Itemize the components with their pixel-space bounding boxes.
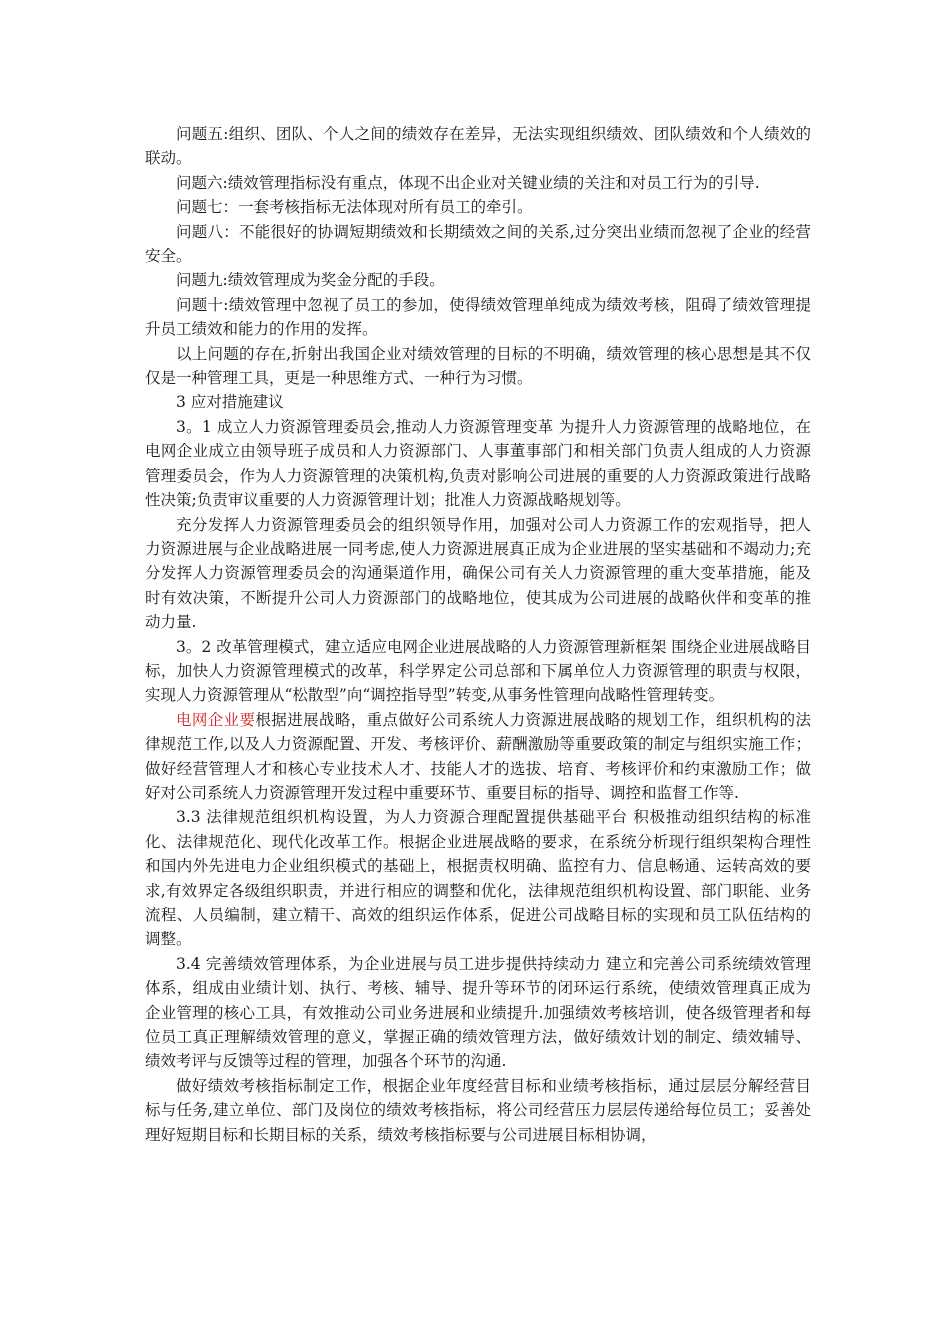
paragraph-text: 问题六:绩效管理指标没有重点，体现不出企业对关键业绩的关注和对员工行为的引导.: [176, 173, 760, 192]
heading-text: 3 应对措施建议: [176, 393, 284, 412]
paragraph-text: 问题七：一套考核指标无法体现对所有员工的牵引。: [176, 198, 533, 217]
section-heading-3: [145, 390, 811, 414]
paragraph-text: 问题五:组织、团队、个人之间的绩效存在差异，无法实现组织绩效、团队绩效和个人绩效的联动。: [145, 125, 811, 168]
paragraph-text: 问题十:绩效管理中忽视了员工的参加，使得绩效管理单纯成为绩效考核，阻碍了绩效管理提升员工绩效和能力的作用的发挥。: [145, 295, 811, 339]
paragraph-problem-5: [145, 122, 811, 171]
paragraph-text: 问题九:绩效管理成为奖金分配的手段。: [176, 271, 445, 290]
paragraph-text: 3。1 成立人力资源管理委员会,推动人力资源管理变革 为提升人力资源管理的战略地位，在电网企业成立由领导班子成员和人力资源部门、人事董事部门和相关部门负责人组成的人力资源管理委员会，作为人力资源管理的决策机构,负责对影响公司进展的重要的人力资源政策进行战略性决策;负责审议重要的人力资源管理计划；批准人力资源战略规划等。: [145, 417, 811, 510]
paragraph-problem-7: [145, 195, 811, 219]
paragraph-3-4-continued: [145, 1074, 811, 1147]
paragraph-text: 问题八：不能很好的协调短期绩效和长期绩效之间的关系,过分突出业绩而忽视了企业的经营安全。: [145, 222, 811, 266]
document-body: [145, 122, 811, 1147]
paragraph-text: 3.4 完善绩效管理体系，为企业进展与员工进步提供持续动力 建立和完善公司系统绩效管理体系，组成由业绩计划、执行、考核、辅导、提升等环节的闭环运行系统，使绩效管理真正成为企业管理的核心工具，有效推动公司业务进展和业绩提升.加强绩效考核培训，使各级管理者和每位员工真正理解绩效管理的意义，掌握正确的绩效管理方法，做好绩效计划的制定、绩效辅导、绩效考评与反馈等过程的管理，加强各个环节的沟通.: [145, 954, 811, 1071]
paragraph-text: 3。2 改革管理模式，建立适应电网企业进展战略的人力资源管理新框架 围绕企业进展战略目标，加快人力资源管理模式的改革，科学界定公司总部和下属单位人力资源管理的职责与权限，实现人力资源管理从“松散型”向“调控指导型”转变,从事务性管理向战略性管理转变。: [145, 637, 811, 705]
paragraph-problem-8: [145, 220, 811, 269]
paragraph-3-4: [145, 952, 811, 1074]
paragraph-problem-6: [145, 171, 811, 195]
paragraph-3-2-continued: [145, 708, 811, 806]
paragraph-3-1: [145, 415, 811, 513]
paragraph-text: 根据进展战略，重点做好公司系统人力资源进展战略的规划工作，组织机构的法律规范工作,以及人力资源配置、开发、考核评价、薪酬激励等重要政策的制定与组织实施工作；做好经营管理人才和核心专业技术人才、技能人才的选拔、培育、考核评价和约束激励工作；做好对公司系统人力资源管理开发过程中重要环节、重要目标的指导、调控和监督工作等.: [145, 710, 811, 802]
paragraph-problem-10: [145, 293, 811, 342]
highlighted-text: 电网企业要: [176, 710, 256, 729]
paragraph-text: 以上问题的存在,折射出我国企业对绩效管理的目标的不明确，绩效管理的核心思想是其不仅仅是一种管理工具，更是一种思维方式、一种行为习惯。: [145, 344, 811, 388]
paragraph-text: 充分发挥人力资源管理委员会的组织领导作用，加强对公司人力资源工作的宏观指导，把人力资源进展与企业战略进展一同考虑,使人力资源进展真正成为企业进展的坚实基础和不竭动力;充分发挥人力资源管理委员会的沟通渠道作用，确保公司有关人力资源管理的重大变革措施，能及时有效决策，不断提升公司人力资源部门的战略地位，使其成为公司进展的战略伙伴和变革的推动力量.: [145, 515, 811, 632]
paragraph-3-1-continued: [145, 513, 811, 635]
paragraph-text: 做好绩效考核指标制定工作，根据企业年度经营目标和业绩考核指标，通过层层分解经营目标与任务,建立单位、部门及岗位的绩效考核指标，将公司经营压力层层传递给每位员工；妥善处理好短期目标和长期目标的关系，绩效考核指标要与公司进展目标相协调，: [145, 1076, 811, 1144]
paragraph-summary: [145, 342, 811, 391]
paragraph-problem-9: [145, 268, 811, 292]
paragraph-text: 3.3 法律规范组织机构设置，为人力资源合理配置提供基础平台 积极推动组织结构的标准化、法律规范化、现代化改革工作。根据企业进展战略的要求，在系统分析现行组织架构合理性和国内外先进电力企业组织模式的基础上，根据责权明确、监控有力、信息畅通、运转高效的要求,有效界定各级组织职责，并进行相应的调整和优化，法律规范组织机构设置、部门职能、业务流程、人员编制，建立精干、高效的组织运作体系，促进公司战略目标的实现和员工队伍结构的调整。: [145, 808, 811, 949]
paragraph-3-2: [145, 635, 811, 708]
paragraph-3-3: [145, 805, 811, 951]
